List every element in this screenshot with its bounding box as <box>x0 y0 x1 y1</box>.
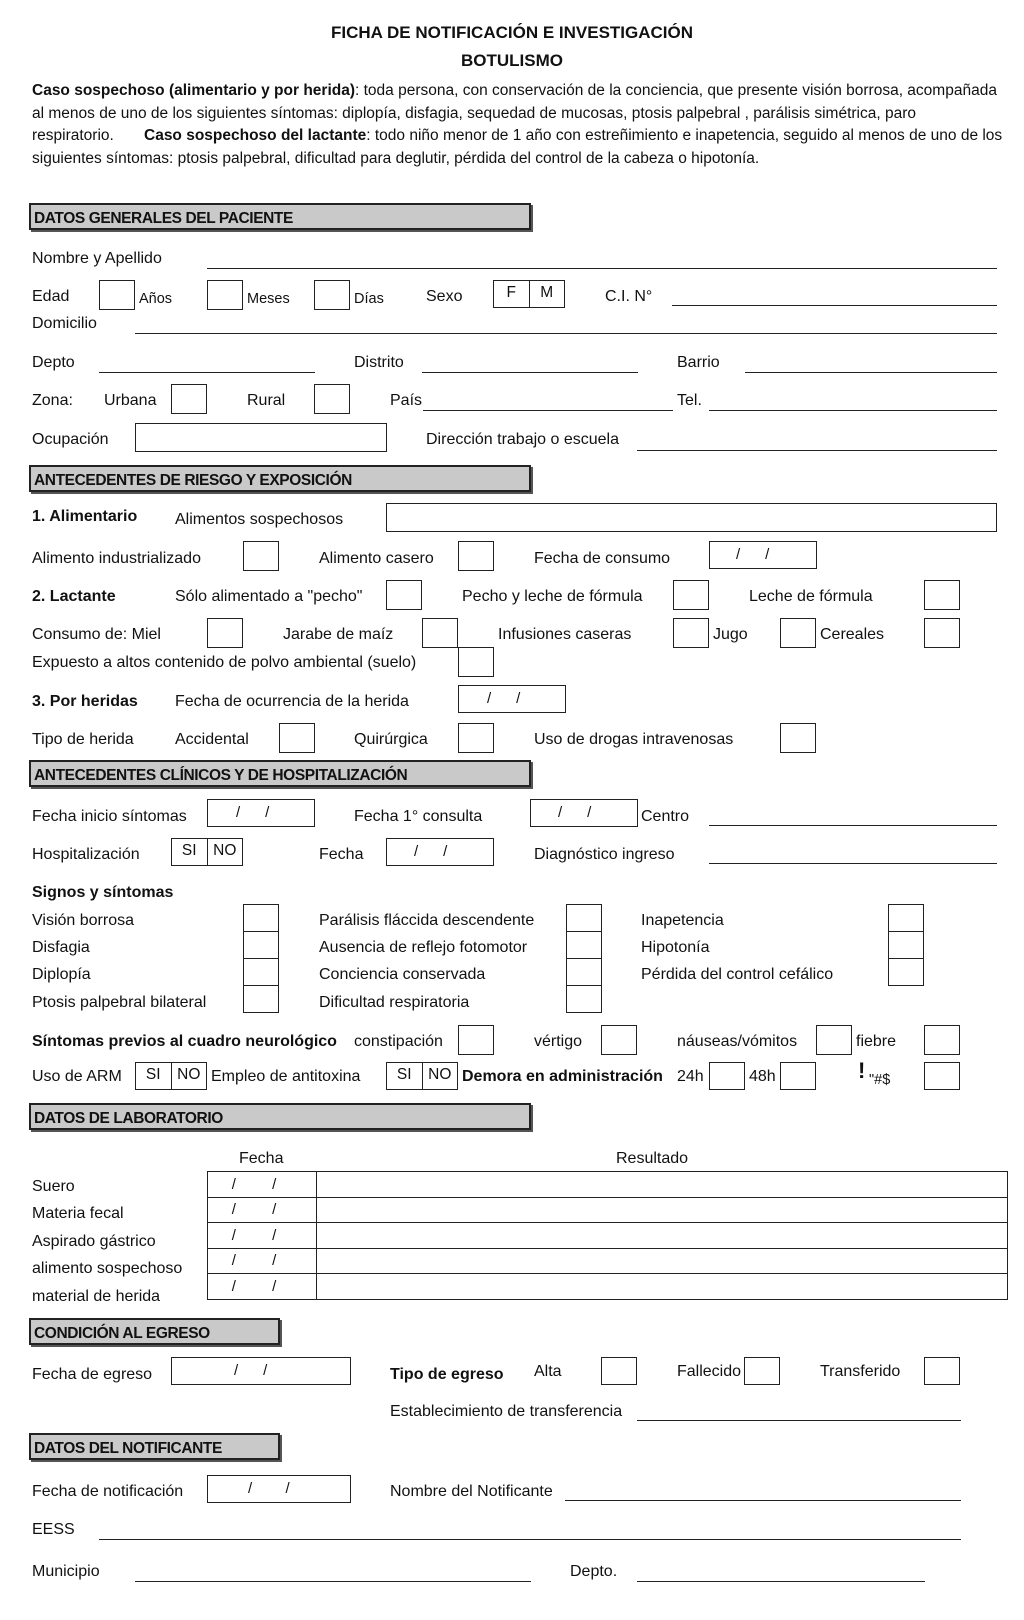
industrial-label: Alimento industrializado <box>32 550 201 567</box>
address-label: Domicilio <box>32 315 97 332</box>
rural-box[interactable] <box>314 384 350 414</box>
lab-result-cell[interactable] <box>317 1274 1008 1300</box>
alta-box[interactable] <box>601 1357 637 1385</box>
suspect-foods-label: Alimentos sospechosos <box>175 511 344 528</box>
sex-label: Sexo <box>426 288 463 305</box>
wound-type-label: Tipo de herida <box>32 731 134 748</box>
dust-label: Expuesto a altos contenido de polvo ambiental (suelo) <box>32 654 417 671</box>
depto-field[interactable] <box>99 372 315 373</box>
date-slash: / / <box>248 1480 290 1497</box>
notifier-depto-label: Depto. <box>570 1563 618 1580</box>
address-field[interactable] <box>135 333 997 334</box>
hospitalization-selector[interactable] <box>171 838 243 866</box>
district-field[interactable] <box>422 372 638 373</box>
sign-label: Ausencia de reflejo fotomotor <box>319 939 528 956</box>
urban-label: Urbana <box>104 392 157 409</box>
hosp-no-option[interactable]: NO <box>207 839 243 865</box>
case1-text: : toda persona, con conservación de la conciencia, que presente visión borrosa, acompañada al menos de uno de los siguientes síntomas: diplopía, disfagia, sequedad de mucosas, ptosis palpebral , parálisis simétrica, paro respiratorio. <box>32 82 997 144</box>
sex-f-option[interactable]: F <box>506 284 516 301</box>
discharge-date-label: Fecha de egreso <box>32 1366 153 1383</box>
sign-label: Conciencia conservada <box>319 966 486 983</box>
date-slash: / / <box>736 546 770 563</box>
signs-heading: Signos y síntomas <box>32 884 174 901</box>
rural-label: Rural <box>247 392 286 409</box>
breast-formula-label: Pecho y leche de fórmula <box>462 588 643 605</box>
arm-selector[interactable] <box>135 1062 207 1090</box>
honey-label: Consumo de: Miel <box>32 626 161 643</box>
age-days-box[interactable] <box>314 280 350 310</box>
sex-selector[interactable] <box>493 280 565 308</box>
transferred-label: Transferido <box>820 1363 901 1380</box>
name-field[interactable] <box>207 268 997 269</box>
h48-label: 48h <box>749 1068 776 1085</box>
sign-label: Diplopía <box>32 966 91 983</box>
lab-result-cell[interactable] <box>317 1223 1008 1249</box>
juice-box[interactable] <box>780 618 816 648</box>
surgical-label: Quirúrgica <box>354 731 428 748</box>
lab-result-cell[interactable] <box>317 1197 1008 1223</box>
breast-only-label: Sólo alimentado a "pecho" <box>175 588 363 605</box>
ci-field[interactable] <box>672 305 997 306</box>
section-risk: ANTECEDENTES DE RIESGO Y EXPOSICIÓN <box>29 465 531 492</box>
form-subtitle: BOTULISMO <box>461 51 563 70</box>
transfer-establishment-field[interactable] <box>637 1420 961 1421</box>
dust-box[interactable] <box>458 647 494 677</box>
formula-label: Leche de fórmula <box>749 588 873 605</box>
h24-box[interactable] <box>709 1062 745 1090</box>
cereals-label: Cereales <box>820 626 885 643</box>
sign-box[interactable] <box>243 958 279 986</box>
section-general: DATOS GENERALES DEL PACIENTE <box>29 203 531 230</box>
food-label: 1. Alimentario <box>32 508 138 525</box>
barrio-field[interactable] <box>745 372 997 373</box>
sign-box[interactable] <box>888 958 924 986</box>
work-address-label: Dirección trabajo o escuela <box>426 431 619 448</box>
honey-box[interactable] <box>207 618 243 648</box>
eess-label: EESS <box>32 1521 75 1538</box>
onset-label: Fecha inicio síntomas <box>32 808 187 825</box>
notifier-depto-field[interactable] <box>637 1581 925 1582</box>
sign-box[interactable] <box>566 985 602 1013</box>
h24-label: 24h <box>677 1068 704 1085</box>
deceased-label: Fallecido <box>677 1363 742 1380</box>
hosp-date-label: Fecha <box>319 846 364 863</box>
municipio-label: Municipio <box>32 1563 100 1580</box>
country-label: País <box>390 392 423 409</box>
notifier-name-label: Nombre del Notificante <box>390 1483 553 1500</box>
sign-box[interactable] <box>566 904 602 932</box>
sign-label: Pérdida del control cefálico <box>641 966 834 983</box>
notifier-name-field[interactable] <box>565 1500 961 1501</box>
tel-label: Tel. <box>677 392 702 409</box>
constipation-box[interactable] <box>458 1025 494 1055</box>
lab-row-label: Aspirado gástrico <box>32 1233 156 1250</box>
table-row <box>208 1197 1008 1223</box>
delay-label: Demora en administración <box>462 1068 663 1085</box>
case2-text: : todo niño menor de 1 año con estreñimiento e inapetencia, seguido al menos de uno de los siguientes síntomas: ptosis palpebral, dificultad para deglutir, pérdida del control de la cabeza o hipotonía. <box>32 127 1003 167</box>
homemade-box[interactable] <box>458 541 494 571</box>
corn-syrup-box[interactable] <box>422 618 458 648</box>
lab-date-cell[interactable]: / / <box>208 1172 317 1198</box>
country-field[interactable] <box>423 410 673 411</box>
depto-label: Depto <box>32 354 75 371</box>
hospitalization-label: Hospitalización <box>32 846 140 863</box>
sign-box[interactable] <box>243 985 279 1013</box>
accidental-label: Accidental <box>175 731 249 748</box>
date-slash: / / <box>487 690 521 707</box>
hosp-si-option[interactable]: SI <box>181 842 197 859</box>
lab-date-header: Fecha <box>239 1150 284 1167</box>
date-slash: / / <box>414 843 448 860</box>
table-row <box>208 1248 1008 1274</box>
eess-field[interactable] <box>99 1539 961 1540</box>
infant-label: 2. Lactante <box>32 588 116 605</box>
arm-label: Uso de ARM <box>32 1068 122 1085</box>
lab-date-cell[interactable]: / / <box>208 1274 317 1300</box>
homemade-label: Alimento casero <box>319 550 434 567</box>
prev-symptoms-label: Síntomas previos al cuadro neurológico <box>32 1033 337 1050</box>
first-consult-label: Fecha 1° consulta <box>354 808 483 825</box>
center-field[interactable] <box>709 825 997 826</box>
cereals-box[interactable] <box>924 618 960 648</box>
years-label: Años <box>139 291 173 307</box>
urban-box[interactable] <box>171 384 207 414</box>
municipio-field[interactable] <box>135 1581 531 1582</box>
lab-row-label: material de herida <box>32 1288 161 1305</box>
lab-row-label: Suero <box>32 1178 75 1195</box>
district-label: Distrito <box>354 354 404 371</box>
lab-row-label: alimento sospechoso <box>32 1260 183 1277</box>
surgical-box[interactable] <box>458 723 494 753</box>
wound-label: 3. Por heridas <box>32 693 138 710</box>
age-label: Edad <box>32 288 70 305</box>
nausea-label: náuseas/vómitos <box>677 1033 798 1050</box>
transfer-establishment-label: Establecimiento de transferencia <box>390 1403 623 1420</box>
antitoxin-selector[interactable] <box>386 1062 458 1090</box>
industrial-box[interactable] <box>243 541 279 571</box>
sign-label: Parálisis fláccida descendente <box>319 912 535 929</box>
section-lab: DATOS DE LABORATORIO <box>29 1103 531 1130</box>
suspect-foods-field[interactable] <box>386 503 997 532</box>
sign-label: Hipotonía <box>641 939 710 956</box>
case-definitions <box>32 80 1007 170</box>
infusions-box[interactable] <box>673 618 709 648</box>
deceased-box[interactable] <box>744 1357 780 1385</box>
sign-label: Ptosis palpebral bilateral <box>32 994 207 1011</box>
garbled-text: "#$ <box>869 1072 891 1088</box>
arm-no-option[interactable]: NO <box>171 1063 207 1089</box>
lab-result-header: Resultado <box>616 1150 689 1167</box>
lab-date-cell[interactable]: / / <box>208 1248 317 1274</box>
case2-label: Caso sospechoso del lactante <box>144 127 367 144</box>
name-label: Nombre y Apellido <box>32 250 162 267</box>
lab-date-cell[interactable]: / / <box>208 1223 317 1249</box>
fever-box[interactable] <box>924 1025 960 1055</box>
barrio-label: Barrio <box>677 354 720 371</box>
table-row <box>208 1172 1008 1198</box>
sign-label: Disfagia <box>32 939 90 956</box>
form-title: FICHA DE NOTIFICACIÓN E INVESTIGACIÓN <box>330 23 694 42</box>
garbled-mark: ! <box>858 1058 866 1083</box>
antitoxin-label: Empleo de antitoxina <box>211 1068 361 1085</box>
date-slash: / / <box>236 804 270 821</box>
breast-formula-box[interactable] <box>673 580 709 610</box>
antitoxin-no-option[interactable]: NO <box>422 1063 458 1089</box>
vertigo-box[interactable] <box>601 1025 637 1055</box>
formula-box[interactable] <box>924 580 960 610</box>
admission-dx-label: Diagnóstico ingreso <box>534 846 675 863</box>
age-years-box[interactable] <box>99 280 135 310</box>
notification-date-label: Fecha de notificación <box>32 1483 184 1500</box>
juice-label: Jugo <box>713 626 748 643</box>
admission-dx-field[interactable] <box>709 863 997 864</box>
section-notifier: DATOS DEL NOTIFICANTE <box>29 1433 280 1460</box>
sign-box[interactable] <box>243 931 279 959</box>
h48-box[interactable] <box>780 1062 816 1090</box>
vertigo-label: vértigo <box>534 1033 583 1050</box>
days-label: Días <box>354 291 384 307</box>
work-address-field[interactable] <box>637 450 997 451</box>
sign-label: Visión borrosa <box>32 912 134 929</box>
iv-drugs-label: Uso de drogas intravenosas <box>534 731 734 748</box>
sign-box[interactable] <box>888 904 924 932</box>
occupation-field[interactable] <box>135 423 387 452</box>
tel-field[interactable] <box>709 410 997 411</box>
ci-label: C.I. N° <box>605 288 653 305</box>
zone-label: Zona: <box>32 392 73 409</box>
sex-m-option[interactable]: M <box>529 281 565 307</box>
sign-box[interactable] <box>566 931 602 959</box>
wound-date-label: Fecha de ocurrencia de la herida <box>175 693 409 710</box>
sign-box[interactable] <box>566 958 602 986</box>
infusions-label: Infusiones caseras <box>498 626 632 643</box>
sign-label: Inapetencia <box>641 912 724 929</box>
breast-only-box[interactable] <box>386 580 422 610</box>
accidental-box[interactable] <box>279 723 315 753</box>
age-months-box[interactable] <box>207 280 243 310</box>
sign-box[interactable] <box>888 931 924 959</box>
case1-label: Caso sospechoso (alimentario y por herida) <box>32 82 355 99</box>
constipation-label: constipación <box>354 1033 443 1050</box>
date-slash: / / <box>234 1362 268 1379</box>
center-label: Centro <box>641 808 690 825</box>
other-delay-box[interactable] <box>924 1062 960 1090</box>
section-discharge: CONDICIÓN AL EGRESO <box>29 1318 280 1345</box>
nausea-box[interactable] <box>816 1025 852 1055</box>
lab-table <box>207 1171 1008 1300</box>
lab-result-cell[interactable] <box>317 1248 1008 1274</box>
lab-date-cell[interactable]: / / <box>208 1197 317 1223</box>
table-row <box>208 1274 1008 1300</box>
sign-label: Dificultad respiratoria <box>319 994 470 1011</box>
section-clinical: ANTECEDENTES CLÍNICOS Y DE HOSPITALIZACIÓN <box>29 760 531 787</box>
lab-row-label: Materia fecal <box>32 1205 124 1222</box>
transferred-box[interactable] <box>924 1357 960 1385</box>
discharge-type-label: Tipo de egreso <box>390 1366 504 1383</box>
alta-label: Alta <box>534 1363 562 1380</box>
months-label: Meses <box>247 291 290 307</box>
sign-box[interactable] <box>243 904 279 932</box>
occupation-label: Ocupación <box>32 431 109 448</box>
iv-drugs-box[interactable] <box>780 723 816 753</box>
arm-si-option[interactable]: SI <box>145 1066 161 1083</box>
date-slash: / / <box>558 804 592 821</box>
corn-syrup-label: Jarabe de maíz <box>283 626 394 643</box>
consumption-date-label: Fecha de consumo <box>534 550 671 567</box>
lab-result-cell[interactable] <box>317 1172 1008 1198</box>
table-row <box>208 1223 1008 1249</box>
fever-label: fiebre <box>856 1033 897 1050</box>
antitoxin-si-option[interactable]: SI <box>396 1066 412 1083</box>
